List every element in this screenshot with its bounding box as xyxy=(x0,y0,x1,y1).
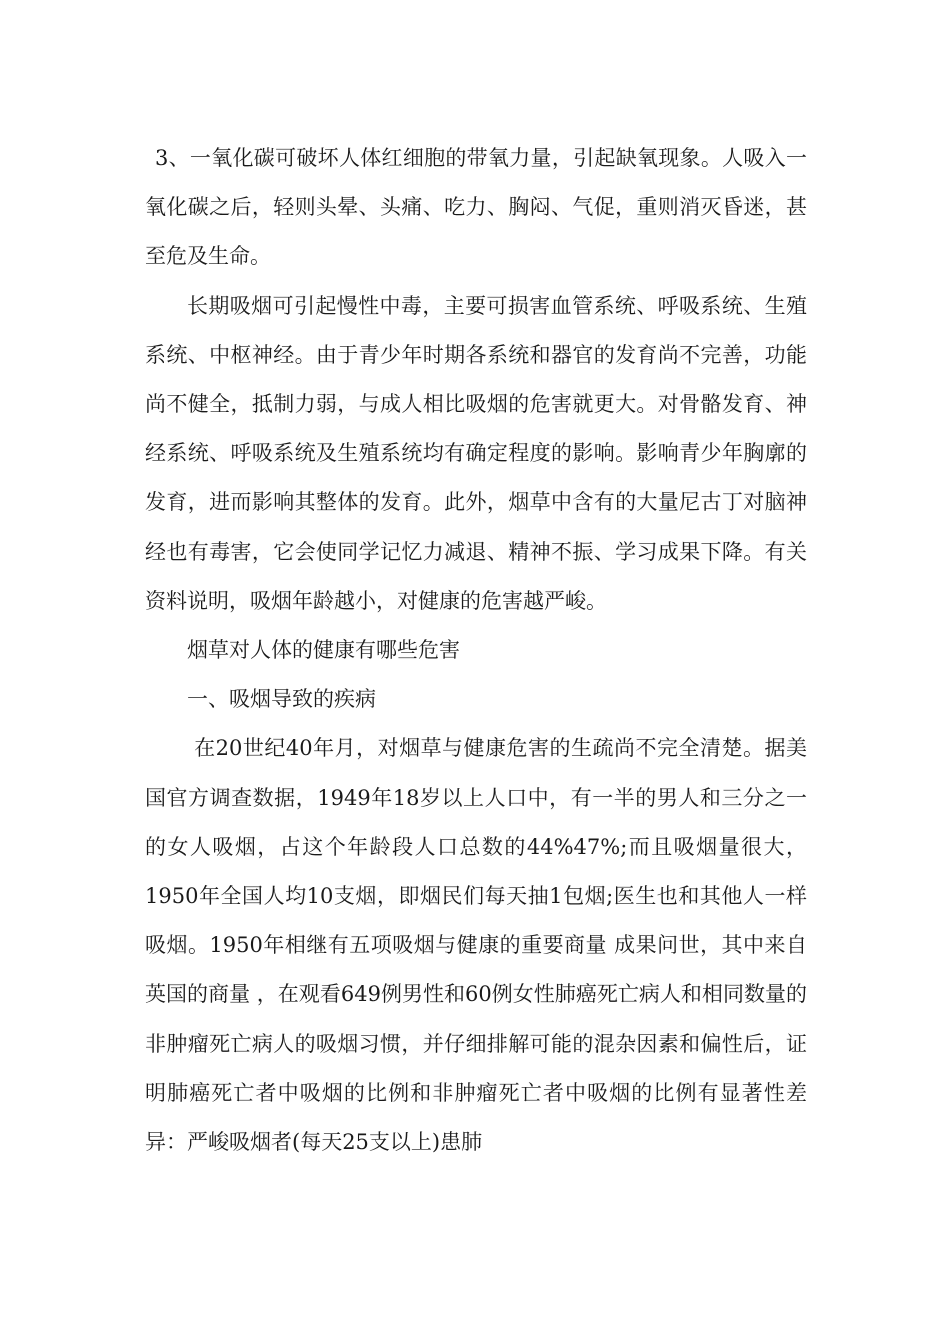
body-text xyxy=(145,134,807,1167)
paragraph-1940s-research: 在20世纪40年月，对烟草与健康危害的生疏尚不完全清楚。据美国官方调查数据，1949年18岁以上人口中，有一半的男人和三分之一的女人吸烟，占这个年龄段人口总数的44%47%;而且吸烟量很大，1950年全国人均10支烟，即烟民们每天抽1包烟;医生也和其他人一样吸烟。1950年相继有五项吸烟与健康的重要商量 成果问世，其中来自英国的商量 ，在观看649例男性和60例女性肺癌死亡病人和相同数量的非肿瘤死亡病人的吸烟习惯，并仔细排解可能的混杂因素和偏性后，证明肺癌死亡者中吸烟的比例和非肿瘤死亡者中吸烟的比例有显著性差异：严峻吸烟者(每天25支以上)患肺 xyxy=(145,736,807,1155)
paragraph-carbon-monoxide: 3、一氧化碳可破坏人体红细胞的带氧力量，引起缺氧现象。人吸入一氧化碳之后，轻则头晕、头痛、吃力、胸闷、气促，重则消灭昏迷，甚至危及生命。 xyxy=(145,146,807,269)
subheading-smoking-diseases: 一、吸烟导致的疾病 xyxy=(187,687,376,712)
paragraph-chronic-poisoning: 长期吸烟可引起慢性中毒，主要可损害血管系统、呼吸系统、生殖系统、中枢神经。由于青少年时期各系统和器官的发育尚不完善，功能尚不健全，抵制力弱，与成人相比吸烟的危害就更大。对骨骼发育、神经系统、呼吸系统及生殖系统均有确定程度的影响。影响青少年胸廓的发育，进而影响其整体的发育。此外，烟草中含有的大量尼古丁对脑神经也有毒害，它会使同学记忆力减退、精神不振、学习成果下降。有关资料说明，吸烟年龄越小，对健康的危害越严峻。 xyxy=(145,293,807,613)
section-heading-tobacco-harms: 烟草对人体的健康有哪些危害 xyxy=(187,638,460,663)
